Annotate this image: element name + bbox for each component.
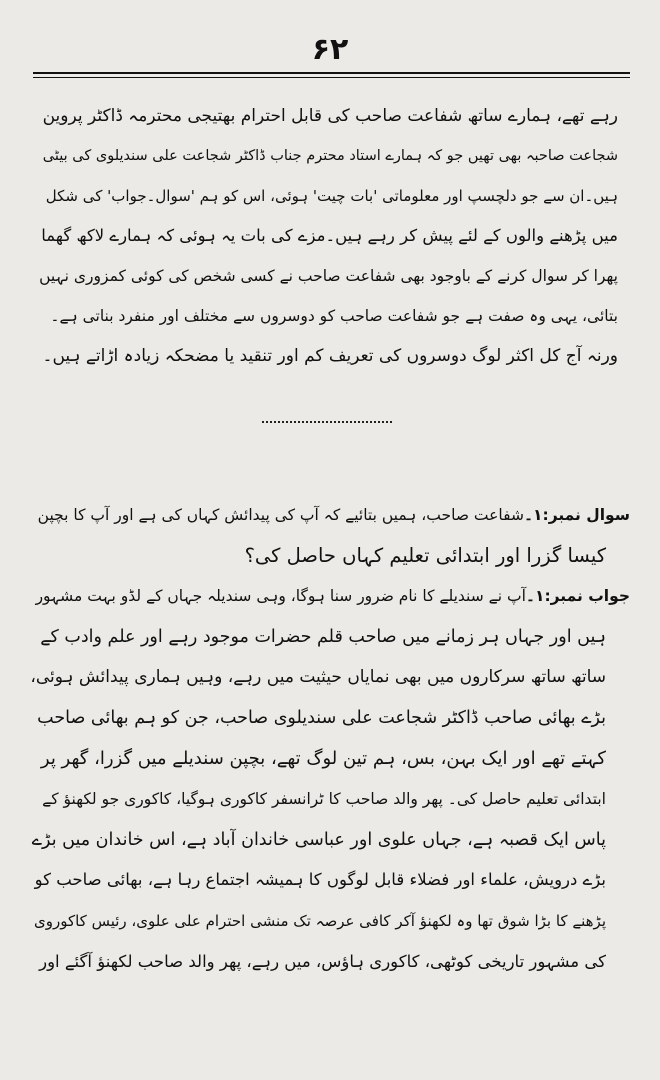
qa-section	[30, 495, 630, 982]
answer-line	[30, 576, 630, 617]
answer-line: کہتے تھے اور ایک بہن، بس، ہم تین لوگ تھے، بچپن سندیلے میں گزرا، گھر پر	[40, 747, 606, 769]
answer-line: پاس ایک قصبہ ہے، جہاں علوی اور عباسی خاندان آباد ہے، اس خاندان میں بڑے	[31, 829, 606, 850]
answer-line: ہیں اور جہاں ہر زمانے میں صاحب قلم حضرات موجود رہے اور علم وادب کے	[40, 626, 606, 647]
text-line: بتائی، یہی وہ صفت ہے جو شفاعت صاحب کو دوسروں سے مختلف اور منفرد بناتی ہے۔	[50, 307, 618, 325]
question-label: سوال نمبر:۱۔	[523, 506, 630, 524]
header-rule-thin	[33, 77, 630, 78]
text-line: پھرا کر سوال کرنے کے باوجود بھی شفاعت صاحب نے کسی شخص کی کوئی کمزوری نہیں	[39, 267, 618, 285]
answer-line: ساتھ ساتھ سرکاروں میں بھی نمایاں حیثیت میں رہے، وہیں ہماری پیدائش ہوئی،	[30, 667, 606, 688]
answer-line: پڑھنے کا بڑا شوق تھا وہ لکھنؤ آکر کافی عرصہ تک منشی احترام علی علوی، رئیس کاکوروی	[33, 911, 606, 930]
text-line: میں پڑھنے والوں کے لئے پیش کر رہے ہیں۔مزے کی بات یہ ہوئی کہ ہمارے لاکھ گھما	[41, 226, 618, 245]
answer-line: بڑے درویش، علماء اور فضلاء قابل لوگوں کا ہمیشہ اجتماع رہا ہے، بھائی صاحب کو	[34, 870, 606, 890]
intro-paragraph	[38, 96, 618, 376]
text-line: رہے تھے، ہمارے ساتھ شفاعت صاحب کی قابل احترام بھتیجی محترمہ ڈاکٹر پروین	[42, 106, 618, 126]
question-line	[30, 495, 630, 536]
answer-line: کی مشہور تاریخی کوٹھی، کاکوری ہاؤس، میں رہے، پھر والد صاحب لکھنؤ آگئے اور	[39, 951, 606, 971]
section-divider	[262, 421, 392, 423]
page-number: ۶۲	[311, 32, 349, 67]
text-line: شجاعت صاحبہ بھی تھیں جو کہ ہمارے استاد محترم جناب ڈاکٹر شجاعت علی سندیلوی کی بیٹی	[42, 148, 618, 164]
answer-line: ابتدائی تعلیم حاصل کی۔ پھر والد صاحب کا ٹرانسفر کاکوری ہوگیا، کاکوری جو لکھنؤ کے	[42, 790, 606, 809]
question-line: کیسا گزرا اور ابتدائی تعلیم کہاں حاصل کی؟	[244, 543, 606, 567]
text-line: ورنہ آج کل اکثر لوگ دوسروں کی تعریف کم اور تنقید یا مضحکہ زیادہ اڑاتے ہیں۔	[42, 346, 618, 366]
answer-text: آپ نے سندیلے کا نام ضرور سنا ہوگا، وہی سندیلہ جہاں کے لڈو بہت مشہور	[35, 587, 526, 606]
header-rule	[33, 72, 630, 74]
answer-label: جواب نمبر:۱۔	[525, 587, 630, 606]
question-text: شفاعت صاحب، ہمیں بتائیے کہ آپ کی پیدائش کہاں کی ہے اور آپ کا بچپن	[37, 506, 524, 524]
text-line: ہیں۔ان سے جو دلچسپ اور معلوماتی 'بات چیت' ہوئی، اس کو ہم 'سوال۔جواب' کی شکل	[45, 187, 618, 205]
answer-line: بڑے بھائی صاحب ڈاکٹر شجاعت علی سندیلوی صاحب، جن کو ہم بھائی صاحب	[37, 707, 606, 728]
